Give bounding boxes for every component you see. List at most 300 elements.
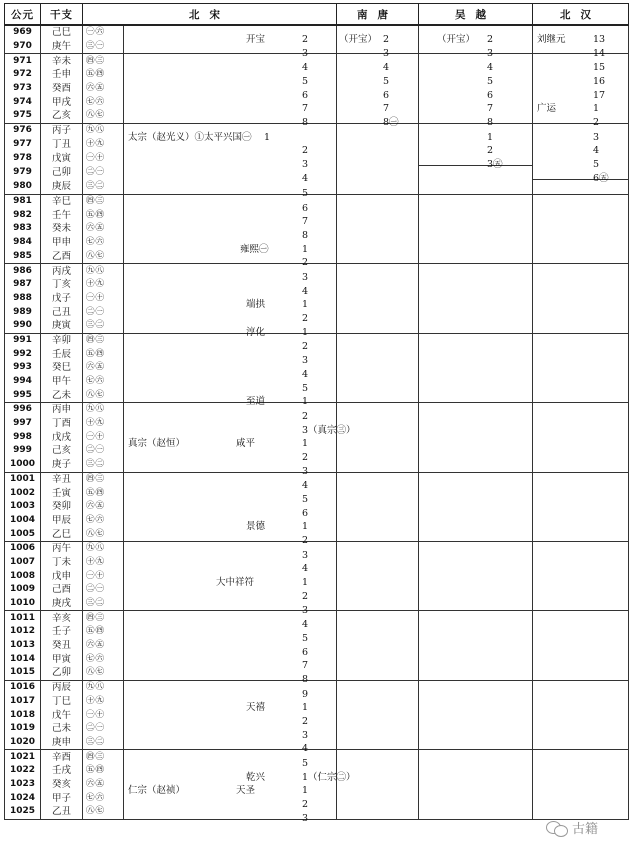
song-cell xyxy=(124,138,337,157)
wuyue-cell xyxy=(419,430,533,444)
song-cell xyxy=(124,95,337,115)
year-number: 2 xyxy=(302,313,309,325)
year-cell: 976 xyxy=(5,123,41,137)
ganzhi-cell: 壬寅 xyxy=(41,486,83,500)
north-han-cell xyxy=(533,417,629,431)
north-han-cell xyxy=(533,375,629,389)
year-number: 8 xyxy=(302,116,309,128)
wuyue-cell xyxy=(419,151,533,171)
south-tang-cell xyxy=(337,347,419,361)
north-han-cell xyxy=(533,250,629,264)
year-number: 5 xyxy=(302,75,309,87)
ganzhi-cell: 乙丑 xyxy=(41,805,83,819)
year-number: 2 xyxy=(302,716,309,728)
south-tang-cell xyxy=(337,666,419,680)
ganzhi-cell: 癸亥 xyxy=(41,778,83,792)
ganzhi-cell: 壬子 xyxy=(41,625,83,639)
era-label: 淳化 xyxy=(246,326,266,338)
wuyue-cell xyxy=(419,778,533,792)
year-cell: 1005 xyxy=(5,527,41,541)
north-han-cell xyxy=(533,639,629,653)
symbol-cell: ㊀㊉ xyxy=(83,292,124,306)
table-row xyxy=(5,680,629,694)
song-cell xyxy=(124,569,337,589)
symbol-cell: ㊇㊆ xyxy=(83,666,124,680)
wuyue-cell xyxy=(419,305,533,319)
song-cell xyxy=(124,805,337,824)
header-wuyue: 吴越 xyxy=(419,4,533,26)
south-tang-cell xyxy=(337,736,419,750)
south-tang-cell xyxy=(337,778,419,792)
song-cell xyxy=(124,695,337,714)
year-number: 7 xyxy=(302,660,309,672)
year-cell: 982 xyxy=(5,208,41,222)
symbol-cell: ㊁㊀ xyxy=(83,722,124,736)
wuyue-cell xyxy=(419,541,533,555)
year-number: 4 xyxy=(302,563,309,575)
symbol-cell: ㊁㊀ xyxy=(83,165,124,179)
south-tang-cell xyxy=(337,805,419,819)
year-cell: 995 xyxy=(5,388,41,402)
south-tang-cell xyxy=(337,109,419,128)
watermark-text: 古籍 xyxy=(572,822,599,837)
song-cell xyxy=(124,403,337,422)
north-han-cell xyxy=(533,138,629,157)
ganzhi-cell: 乙亥 xyxy=(41,109,83,123)
south-tang-cell xyxy=(337,165,419,179)
era-label: 雍熙㊀ xyxy=(240,243,269,255)
wuyue-cell xyxy=(419,417,533,431)
ganzhi-cell: 壬申 xyxy=(41,68,83,82)
symbol-cell: ㊉㊈ xyxy=(83,417,124,431)
north-han-cell xyxy=(533,430,629,444)
year-number: 5 xyxy=(487,75,494,87)
wuyue-cell xyxy=(419,444,533,458)
north-han-cell xyxy=(533,278,629,292)
wuyue-cell xyxy=(419,236,533,250)
song-cell xyxy=(124,305,337,325)
year-cell: 970 xyxy=(5,40,41,54)
song-cell xyxy=(124,236,337,255)
year-cell: 1012 xyxy=(5,625,41,639)
table-row xyxy=(5,138,629,152)
song-cell xyxy=(124,778,337,797)
ganzhi-cell: 丁酉 xyxy=(41,417,83,431)
song-cell xyxy=(124,764,356,783)
song-cell xyxy=(124,388,337,408)
ganzhi-cell: 辛亥 xyxy=(41,611,83,625)
north-han-cell xyxy=(533,569,629,583)
south-tang-cell xyxy=(337,123,419,137)
year-cell: 1020 xyxy=(5,736,41,750)
table-row xyxy=(5,109,629,123)
wuyue-cell xyxy=(419,375,533,389)
north-han-cell xyxy=(533,151,629,171)
wuyue-cell xyxy=(419,109,533,128)
era-label: 刘继元 xyxy=(537,33,566,45)
ganzhi-cell: 丙子 xyxy=(41,123,83,137)
song-cell xyxy=(124,486,337,506)
year-number: 5 xyxy=(593,159,600,171)
north-han-cell xyxy=(533,680,629,694)
year-number: 2 xyxy=(487,33,494,45)
ganzhi-cell: 己巳 xyxy=(41,25,83,40)
table-row xyxy=(5,165,629,179)
symbol-cell: ㊆㊅ xyxy=(83,514,124,528)
song-cell xyxy=(124,180,337,199)
north-han-cell xyxy=(533,68,629,87)
table-row xyxy=(5,556,629,570)
wuyue-cell xyxy=(419,597,533,611)
south-tang-cell xyxy=(337,430,419,444)
north-han-cell xyxy=(533,486,629,500)
year-number: 5 xyxy=(383,75,390,87)
south-tang-cell xyxy=(337,680,419,694)
symbol-cell: ㊄㊃ xyxy=(83,347,124,361)
north-han-cell xyxy=(533,208,629,222)
wuyue-cell xyxy=(419,556,533,570)
ganzhi-cell: 己酉 xyxy=(41,583,83,597)
south-tang-cell xyxy=(337,95,419,115)
table-row xyxy=(5,250,629,264)
year-number: 7 xyxy=(383,103,390,115)
year-cell: 974 xyxy=(5,95,41,109)
north-han-cell xyxy=(533,722,629,736)
song-cell xyxy=(124,123,337,143)
ganzhi-cell: 丁巳 xyxy=(41,695,83,709)
symbol-cell: ㊄㊃ xyxy=(83,68,124,82)
year-number: 6 xyxy=(302,202,309,214)
song-cell xyxy=(124,319,337,338)
south-tang-cell xyxy=(337,180,419,195)
year-number: 3 xyxy=(302,272,309,284)
song-cell xyxy=(124,652,337,672)
chronology-table xyxy=(4,3,629,824)
year-number: 9 xyxy=(302,688,309,700)
ganzhi-cell: 己丑 xyxy=(41,305,83,319)
table-row xyxy=(5,791,629,805)
year-cell: 1010 xyxy=(5,597,41,611)
year-cell: 988 xyxy=(5,292,41,306)
ganzhi-cell: 庚午 xyxy=(41,40,83,54)
symbol-cell: ㊇㊆ xyxy=(83,250,124,264)
era-label: （开宝） xyxy=(437,33,476,45)
table-row xyxy=(5,708,629,722)
table-row xyxy=(5,194,629,208)
north-han-cell xyxy=(533,222,629,236)
ganzhi-cell: 乙卯 xyxy=(41,666,83,680)
year-number: 2 xyxy=(383,33,390,45)
north-han-cell xyxy=(533,180,629,195)
symbol-cell: ㊂㊀ xyxy=(83,40,124,54)
year-number: 3 xyxy=(302,47,309,59)
south-tang-cell xyxy=(337,708,419,722)
north-han-cell xyxy=(533,347,629,361)
song-cell xyxy=(124,527,337,547)
wuyue-cell xyxy=(419,250,533,264)
year-cell: 984 xyxy=(5,236,41,250)
song-cell xyxy=(124,666,337,685)
symbol-cell: ㊉㊈ xyxy=(83,278,124,292)
ganzhi-cell: 壬午 xyxy=(41,208,83,222)
south-tang-cell xyxy=(337,527,419,541)
year-cell: 1003 xyxy=(5,500,41,514)
era-label: 开宝 xyxy=(246,33,266,45)
year-cell: 1000 xyxy=(5,458,41,472)
north-han-cell xyxy=(533,764,629,778)
symbol-cell: ㊁㊀ xyxy=(83,444,124,458)
south-tang-cell xyxy=(337,292,419,306)
year-number: 8 xyxy=(302,229,309,241)
year-cell: 1021 xyxy=(5,750,41,764)
ganzhi-cell: 庚辰 xyxy=(41,180,83,195)
wuyue-cell xyxy=(419,666,533,680)
header-row xyxy=(5,4,629,26)
header-year: 公元 xyxy=(5,4,41,26)
table-row xyxy=(5,388,629,402)
year-number: 4 xyxy=(302,62,309,74)
symbol-cell: ㊃㊂ xyxy=(83,472,124,486)
year-cell: 973 xyxy=(5,82,41,96)
year-cell: 1006 xyxy=(5,541,41,555)
song-cell xyxy=(124,82,337,101)
wuyue-cell xyxy=(419,222,533,236)
south-tang-cell xyxy=(337,361,419,375)
year-number: 16 xyxy=(593,75,606,87)
table-row xyxy=(5,611,629,625)
song-cell xyxy=(124,333,337,353)
ganzhi-cell: 癸酉 xyxy=(41,82,83,96)
ganzhi-cell: 庚子 xyxy=(41,458,83,472)
era-label: 至道 xyxy=(246,396,266,408)
table-row xyxy=(5,123,629,137)
south-tang-cell xyxy=(337,750,419,764)
table-row xyxy=(5,458,629,472)
year-number: 15 xyxy=(593,62,606,74)
symbol-cell: ㊄㊃ xyxy=(83,208,124,222)
song-cell xyxy=(124,639,337,658)
north-han-cell xyxy=(533,527,629,541)
symbol-cell: ㊅㊄ xyxy=(83,639,124,653)
table-row xyxy=(5,403,629,417)
ganzhi-cell: 壬戌 xyxy=(41,764,83,778)
south-tang-cell xyxy=(337,208,419,222)
north-han-cell xyxy=(533,556,629,570)
symbol-cell: ㊇㊆ xyxy=(83,109,124,123)
era-label: 端拱 xyxy=(246,299,266,311)
ganzhi-cell: 己卯 xyxy=(41,165,83,179)
era-label: 咸平 xyxy=(236,438,256,450)
song-cell xyxy=(124,458,337,477)
header-north-song: 北宋 xyxy=(83,4,337,26)
symbol-cell: ㊁㊀ xyxy=(83,305,124,319)
year-number: 3㊄ xyxy=(487,159,503,171)
wuyue-cell xyxy=(419,82,533,101)
era-label: 广运 xyxy=(537,103,557,115)
table-row xyxy=(5,444,629,458)
ganzhi-cell: 戊子 xyxy=(41,292,83,306)
south-tang-cell xyxy=(337,695,419,709)
symbol-cell: ㊆㊅ xyxy=(83,95,124,109)
year-number: 2 xyxy=(302,535,309,547)
year-number: 3 xyxy=(593,131,600,143)
year-number: 6 xyxy=(302,507,309,519)
table-row xyxy=(5,82,629,96)
song-cell xyxy=(124,556,337,575)
year-number: 3（真宗㊂） xyxy=(302,424,356,436)
symbol-cell: ㊄㊃ xyxy=(83,764,124,778)
era-label: （开宝） xyxy=(339,33,378,45)
south-tang-cell xyxy=(337,250,419,264)
song-cell xyxy=(124,430,337,450)
year-cell: 981 xyxy=(5,194,41,208)
ganzhi-cell: 辛酉 xyxy=(41,750,83,764)
year-cell: 1009 xyxy=(5,583,41,597)
emperor-label: 真宗（赵恒） xyxy=(128,438,186,450)
year-cell: 1013 xyxy=(5,639,41,653)
wuyue-cell xyxy=(419,611,533,625)
song-cell xyxy=(124,708,337,728)
year-cell: 979 xyxy=(5,165,41,179)
wuyue-cell xyxy=(419,680,533,694)
ganzhi-cell: 甲寅 xyxy=(41,652,83,666)
symbol-cell: ㊈㊇ xyxy=(83,541,124,555)
north-han-cell xyxy=(533,611,629,625)
header-north-han: 北汉 xyxy=(533,4,629,26)
ganzhi-cell: 丁丑 xyxy=(41,138,83,152)
era-label: 大中祥符 xyxy=(216,577,255,589)
north-han-cell xyxy=(533,54,629,74)
south-tang-cell xyxy=(337,625,419,639)
symbol-cell: ㊀㊉ xyxy=(83,430,124,444)
year-cell: 1022 xyxy=(5,764,41,778)
table-row xyxy=(5,430,629,444)
ganzhi-cell: 乙未 xyxy=(41,388,83,402)
table-row xyxy=(5,736,629,750)
ganzhi-cell: 癸未 xyxy=(41,222,83,236)
north-han-cell xyxy=(533,95,629,115)
symbol-cell: ㊈㊇ xyxy=(83,264,124,278)
north-han-cell xyxy=(533,305,629,319)
year-cell: 983 xyxy=(5,222,41,236)
wuyue-cell xyxy=(419,514,533,528)
table-row xyxy=(5,695,629,709)
wuyue-cell xyxy=(419,458,533,472)
ganzhi-cell: 乙巳 xyxy=(41,527,83,541)
year-number: 13 xyxy=(593,33,606,45)
north-han-cell xyxy=(533,123,629,143)
wuyue-cell xyxy=(419,569,533,583)
south-tang-cell xyxy=(337,722,419,736)
ganzhi-cell: 甲申 xyxy=(41,236,83,250)
table-row xyxy=(5,264,629,278)
year-number: 7 xyxy=(487,103,494,115)
wuyue-cell xyxy=(419,736,533,750)
song-cell xyxy=(124,583,337,602)
ganzhi-cell: 辛丑 xyxy=(41,472,83,486)
song-cell xyxy=(124,194,337,214)
north-han-cell xyxy=(533,444,629,458)
south-tang-cell xyxy=(337,278,419,292)
year-cell: 1001 xyxy=(5,472,41,486)
south-tang-cell xyxy=(337,541,419,555)
south-tang-cell xyxy=(337,444,419,458)
north-han-cell xyxy=(533,194,629,208)
wuyue-cell xyxy=(419,138,533,157)
song-cell xyxy=(124,680,337,700)
year-number: 4 xyxy=(302,173,309,185)
north-han-cell xyxy=(533,388,629,402)
year-number: 3 xyxy=(302,604,309,616)
north-han-cell xyxy=(533,514,629,528)
south-tang-cell xyxy=(337,40,419,59)
south-tang-cell xyxy=(337,417,419,431)
year-number: 4 xyxy=(302,480,309,492)
table-row xyxy=(5,652,629,666)
year-number: 3 xyxy=(302,812,309,824)
symbol-cell: ㊅㊄ xyxy=(83,361,124,375)
table-row xyxy=(5,514,629,528)
table-row xyxy=(5,472,629,486)
north-han-cell xyxy=(533,583,629,597)
year-number: 2 xyxy=(302,410,309,422)
year-number: 14 xyxy=(593,47,606,59)
year-number: 4 xyxy=(593,145,600,157)
south-tang-cell xyxy=(337,514,419,528)
north-han-cell xyxy=(533,25,629,45)
year-cell: 993 xyxy=(5,361,41,375)
south-tang-cell xyxy=(337,403,419,417)
south-tang-cell xyxy=(337,82,419,101)
north-han-cell xyxy=(533,695,629,709)
table-row xyxy=(5,541,629,555)
north-han-cell xyxy=(533,666,629,680)
south-tang-cell xyxy=(337,375,419,389)
wuyue-cell xyxy=(419,95,533,115)
symbol-cell: ㊀㊅ xyxy=(83,25,124,40)
symbol-cell: ㊈㊇ xyxy=(83,403,124,417)
year-cell: 1011 xyxy=(5,611,41,625)
song-cell xyxy=(124,597,337,616)
north-han-cell xyxy=(533,319,629,333)
north-han-cell xyxy=(533,236,629,250)
south-tang-cell xyxy=(337,639,419,653)
year-number: 2 xyxy=(302,145,309,157)
ganzhi-cell: 乙酉 xyxy=(41,250,83,264)
year-number: 1 xyxy=(302,577,309,589)
ganzhi-cell: 庚戌 xyxy=(41,597,83,611)
year-number: 3 xyxy=(302,465,309,477)
wuyue-cell xyxy=(419,278,533,292)
table-row xyxy=(5,180,629,195)
song-cell xyxy=(124,361,337,380)
year-number: 1 xyxy=(302,243,309,255)
ganzhi-cell: 甲戌 xyxy=(41,95,83,109)
table-row xyxy=(5,305,629,319)
wuyue-cell xyxy=(419,292,533,306)
symbol-cell: ㊂㊁ xyxy=(83,319,124,333)
year-cell: 1018 xyxy=(5,708,41,722)
year-cell: 999 xyxy=(5,444,41,458)
south-tang-cell xyxy=(337,583,419,597)
wuyue-cell xyxy=(419,500,533,514)
year-cell: 986 xyxy=(5,264,41,278)
symbol-cell: ㊅㊄ xyxy=(83,500,124,514)
table-row xyxy=(5,236,629,250)
year-number: 2 xyxy=(302,799,309,811)
ganzhi-cell: 庚寅 xyxy=(41,319,83,333)
south-tang-cell xyxy=(337,611,419,625)
